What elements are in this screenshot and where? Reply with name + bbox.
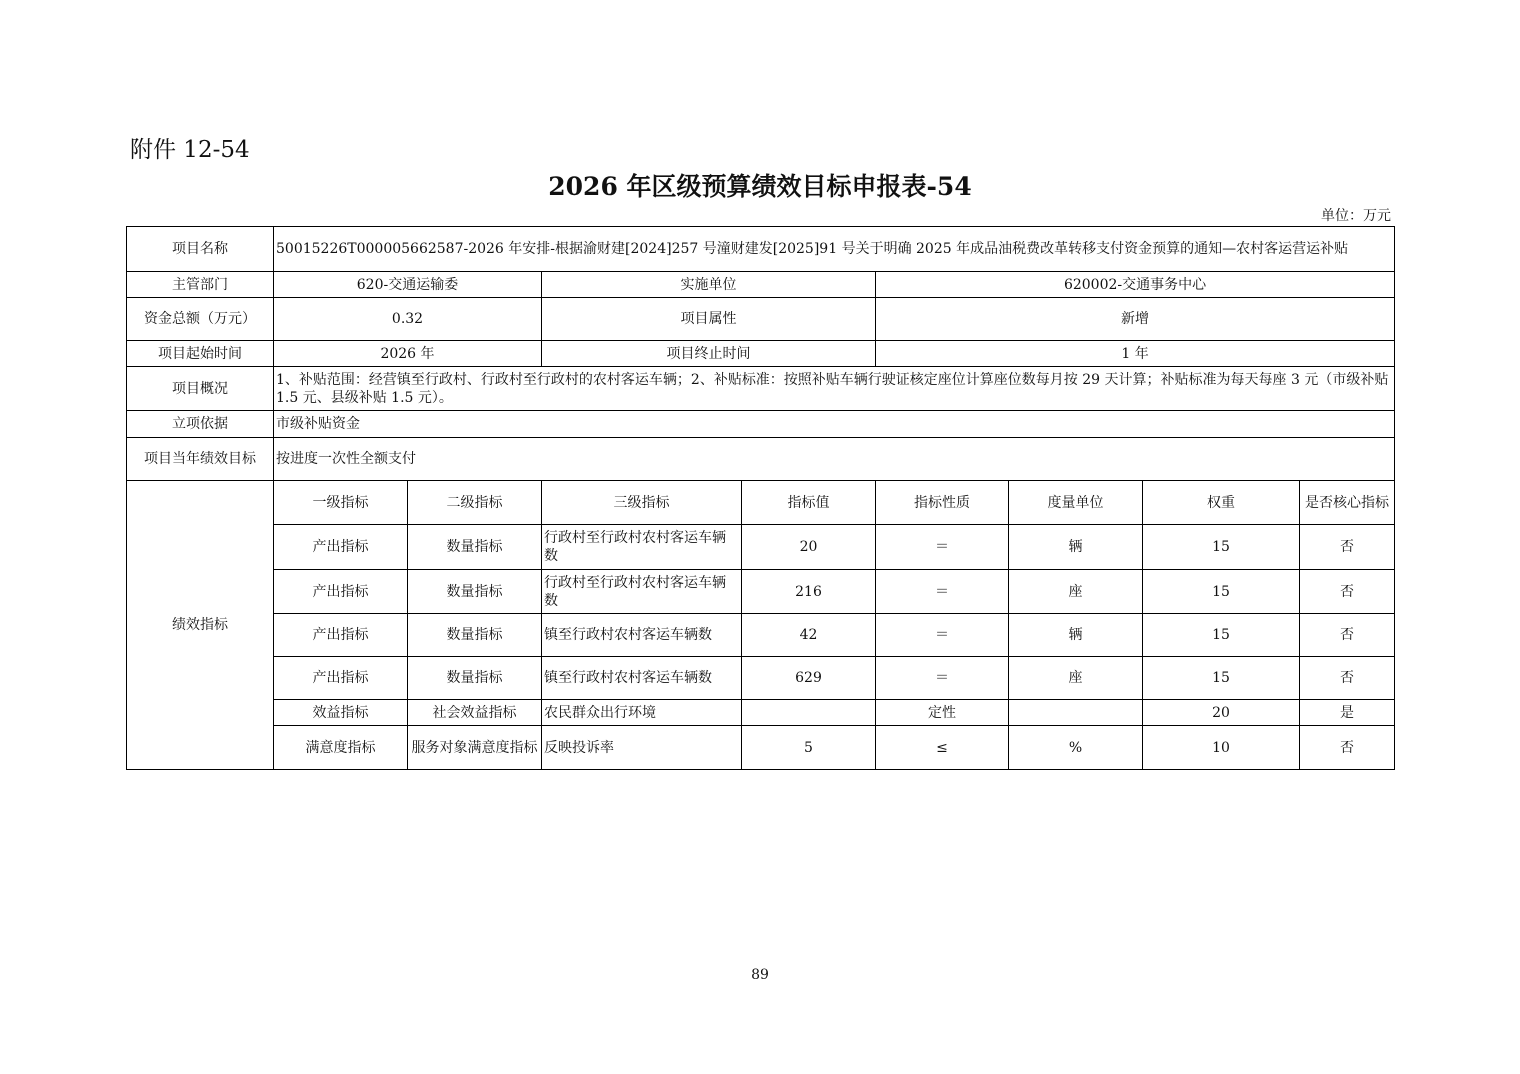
- nature-cell: ＝: [876, 614, 1009, 657]
- row-funds: [127, 298, 1395, 341]
- impl-label: 实施单位: [542, 272, 876, 298]
- weight-cell: 10: [1143, 726, 1300, 770]
- unit-label: 单位：万元: [1321, 208, 1391, 224]
- core-cell: 否: [1300, 726, 1395, 770]
- unit-cell: 座: [1009, 570, 1143, 614]
- basis-value: 市级补贴资金: [274, 411, 1395, 438]
- nature-cell: ＝: [876, 657, 1009, 700]
- indicator-row: [127, 525, 1395, 570]
- overview-value: 1、补贴范围：经营镇至行政村、行政村至行政村的农村客运车辆；2、补贴标准：按照补贴车辆行驶证核定座位计算座位数每月按 29 天计算；补贴标准为每天每座 3 元（市级补贴 1.5 元、县级补贴 1.5 元）。: [274, 367, 1395, 411]
- nature-cell: ＝: [876, 525, 1009, 570]
- level3-cell: 镇至行政村农村客运车辆数: [542, 657, 742, 700]
- level3-cell: 反映投诉率: [542, 726, 742, 770]
- row-project-name: [127, 227, 1395, 272]
- level1-cell: 产出指标: [274, 657, 408, 700]
- level2-cell: 数量指标: [408, 657, 542, 700]
- value-cell: 42: [742, 614, 876, 657]
- start-label: 项目起始时间: [127, 341, 274, 367]
- level2-cell: 数量指标: [408, 525, 542, 570]
- header-weight: 权重: [1143, 481, 1300, 525]
- value-cell: 629: [742, 657, 876, 700]
- value-cell: [742, 700, 876, 726]
- project-name-label: 项目名称: [127, 227, 274, 272]
- row-basis: [127, 411, 1395, 438]
- unit-cell: %: [1009, 726, 1143, 770]
- weight-cell: 15: [1143, 614, 1300, 657]
- page-title: 2026 年区级预算绩效目标申报表-54: [548, 172, 972, 201]
- row-goal: [127, 438, 1395, 481]
- header-value: 指标值: [742, 481, 876, 525]
- core-cell: 否: [1300, 525, 1395, 570]
- page-number: 89: [751, 967, 769, 983]
- end-value: 1 年: [876, 341, 1395, 367]
- weight-cell: 15: [1143, 525, 1300, 570]
- core-cell: 是: [1300, 700, 1395, 726]
- budget-target-table: [126, 226, 1395, 770]
- level3-cell: 镇至行政村农村客运车辆数: [542, 614, 742, 657]
- dept-value: 620-交通运输委: [274, 272, 542, 298]
- indicator-row: [127, 657, 1395, 700]
- level2-cell: 数量指标: [408, 570, 542, 614]
- level1-cell: 效益指标: [274, 700, 408, 726]
- level1-cell: 产出指标: [274, 570, 408, 614]
- end-label: 项目终止时间: [542, 341, 876, 367]
- value-cell: 216: [742, 570, 876, 614]
- level2-cell: 服务对象满意度指标: [408, 726, 542, 770]
- indicator-header-row: [127, 481, 1395, 525]
- unit-cell: [1009, 700, 1143, 726]
- row-time: [127, 341, 1395, 367]
- overview-label: 项目概况: [127, 367, 274, 411]
- header-core: 是否核心指标: [1300, 481, 1395, 525]
- indicator-row: [127, 700, 1395, 726]
- unit-cell: 座: [1009, 657, 1143, 700]
- perf-label: 绩效指标: [127, 481, 274, 770]
- row-overview: [127, 367, 1395, 411]
- value-cell: 20: [742, 525, 876, 570]
- weight-cell: 15: [1143, 657, 1300, 700]
- header-level2: 二级指标: [408, 481, 542, 525]
- nature-cell: ＝: [876, 570, 1009, 614]
- basis-label: 立项依据: [127, 411, 274, 438]
- nature-cell: 定性: [876, 700, 1009, 726]
- indicator-row: [127, 726, 1395, 770]
- indicator-row: [127, 570, 1395, 614]
- goal-value: 按进度一次性全额支付: [274, 438, 1395, 481]
- attachment-label: 附件 12-54: [130, 137, 250, 163]
- weight-cell: 20: [1143, 700, 1300, 726]
- core-cell: 否: [1300, 570, 1395, 614]
- level3-cell: 农民群众出行环境: [542, 700, 742, 726]
- level2-cell: 社会效益指标: [408, 700, 542, 726]
- level3-cell: 行政村至行政村农村客运车辆数: [542, 525, 742, 570]
- nature-cell: ≤: [876, 726, 1009, 770]
- header-unit: 度量单位: [1009, 481, 1143, 525]
- level3-cell: 行政村至行政村农村客运车辆数: [542, 570, 742, 614]
- header-nature: 指标性质: [876, 481, 1009, 525]
- goal-label: 项目当年绩效目标: [127, 438, 274, 481]
- start-value: 2026 年: [274, 341, 542, 367]
- project-name-value: 50015226T000005662587-2026 年安排-根据渝财建[2024]257 号潼财建发[2025]91 号关于明确 2025 年成品油税费改革转移支付资金预算的通知—农村客运营运补贴: [274, 227, 1395, 272]
- unit-cell: 辆: [1009, 525, 1143, 570]
- row-department: [127, 272, 1395, 298]
- attr-label: 项目属性: [542, 298, 876, 341]
- header-level1: 一级指标: [274, 481, 408, 525]
- unit-cell: 辆: [1009, 614, 1143, 657]
- value-cell: 5: [742, 726, 876, 770]
- core-cell: 否: [1300, 614, 1395, 657]
- indicator-row: [127, 614, 1395, 657]
- level1-cell: 满意度指标: [274, 726, 408, 770]
- funds-value: 0.32: [274, 298, 542, 341]
- dept-label: 主管部门: [127, 272, 274, 298]
- level2-cell: 数量指标: [408, 614, 542, 657]
- level1-cell: 产出指标: [274, 614, 408, 657]
- funds-label: 资金总额（万元）: [127, 298, 274, 341]
- level1-cell: 产出指标: [274, 525, 408, 570]
- impl-value: 620002-交通事务中心: [876, 272, 1395, 298]
- core-cell: 否: [1300, 657, 1395, 700]
- weight-cell: 15: [1143, 570, 1300, 614]
- attr-value: 新增: [876, 298, 1395, 341]
- header-level3: 三级指标: [542, 481, 742, 525]
